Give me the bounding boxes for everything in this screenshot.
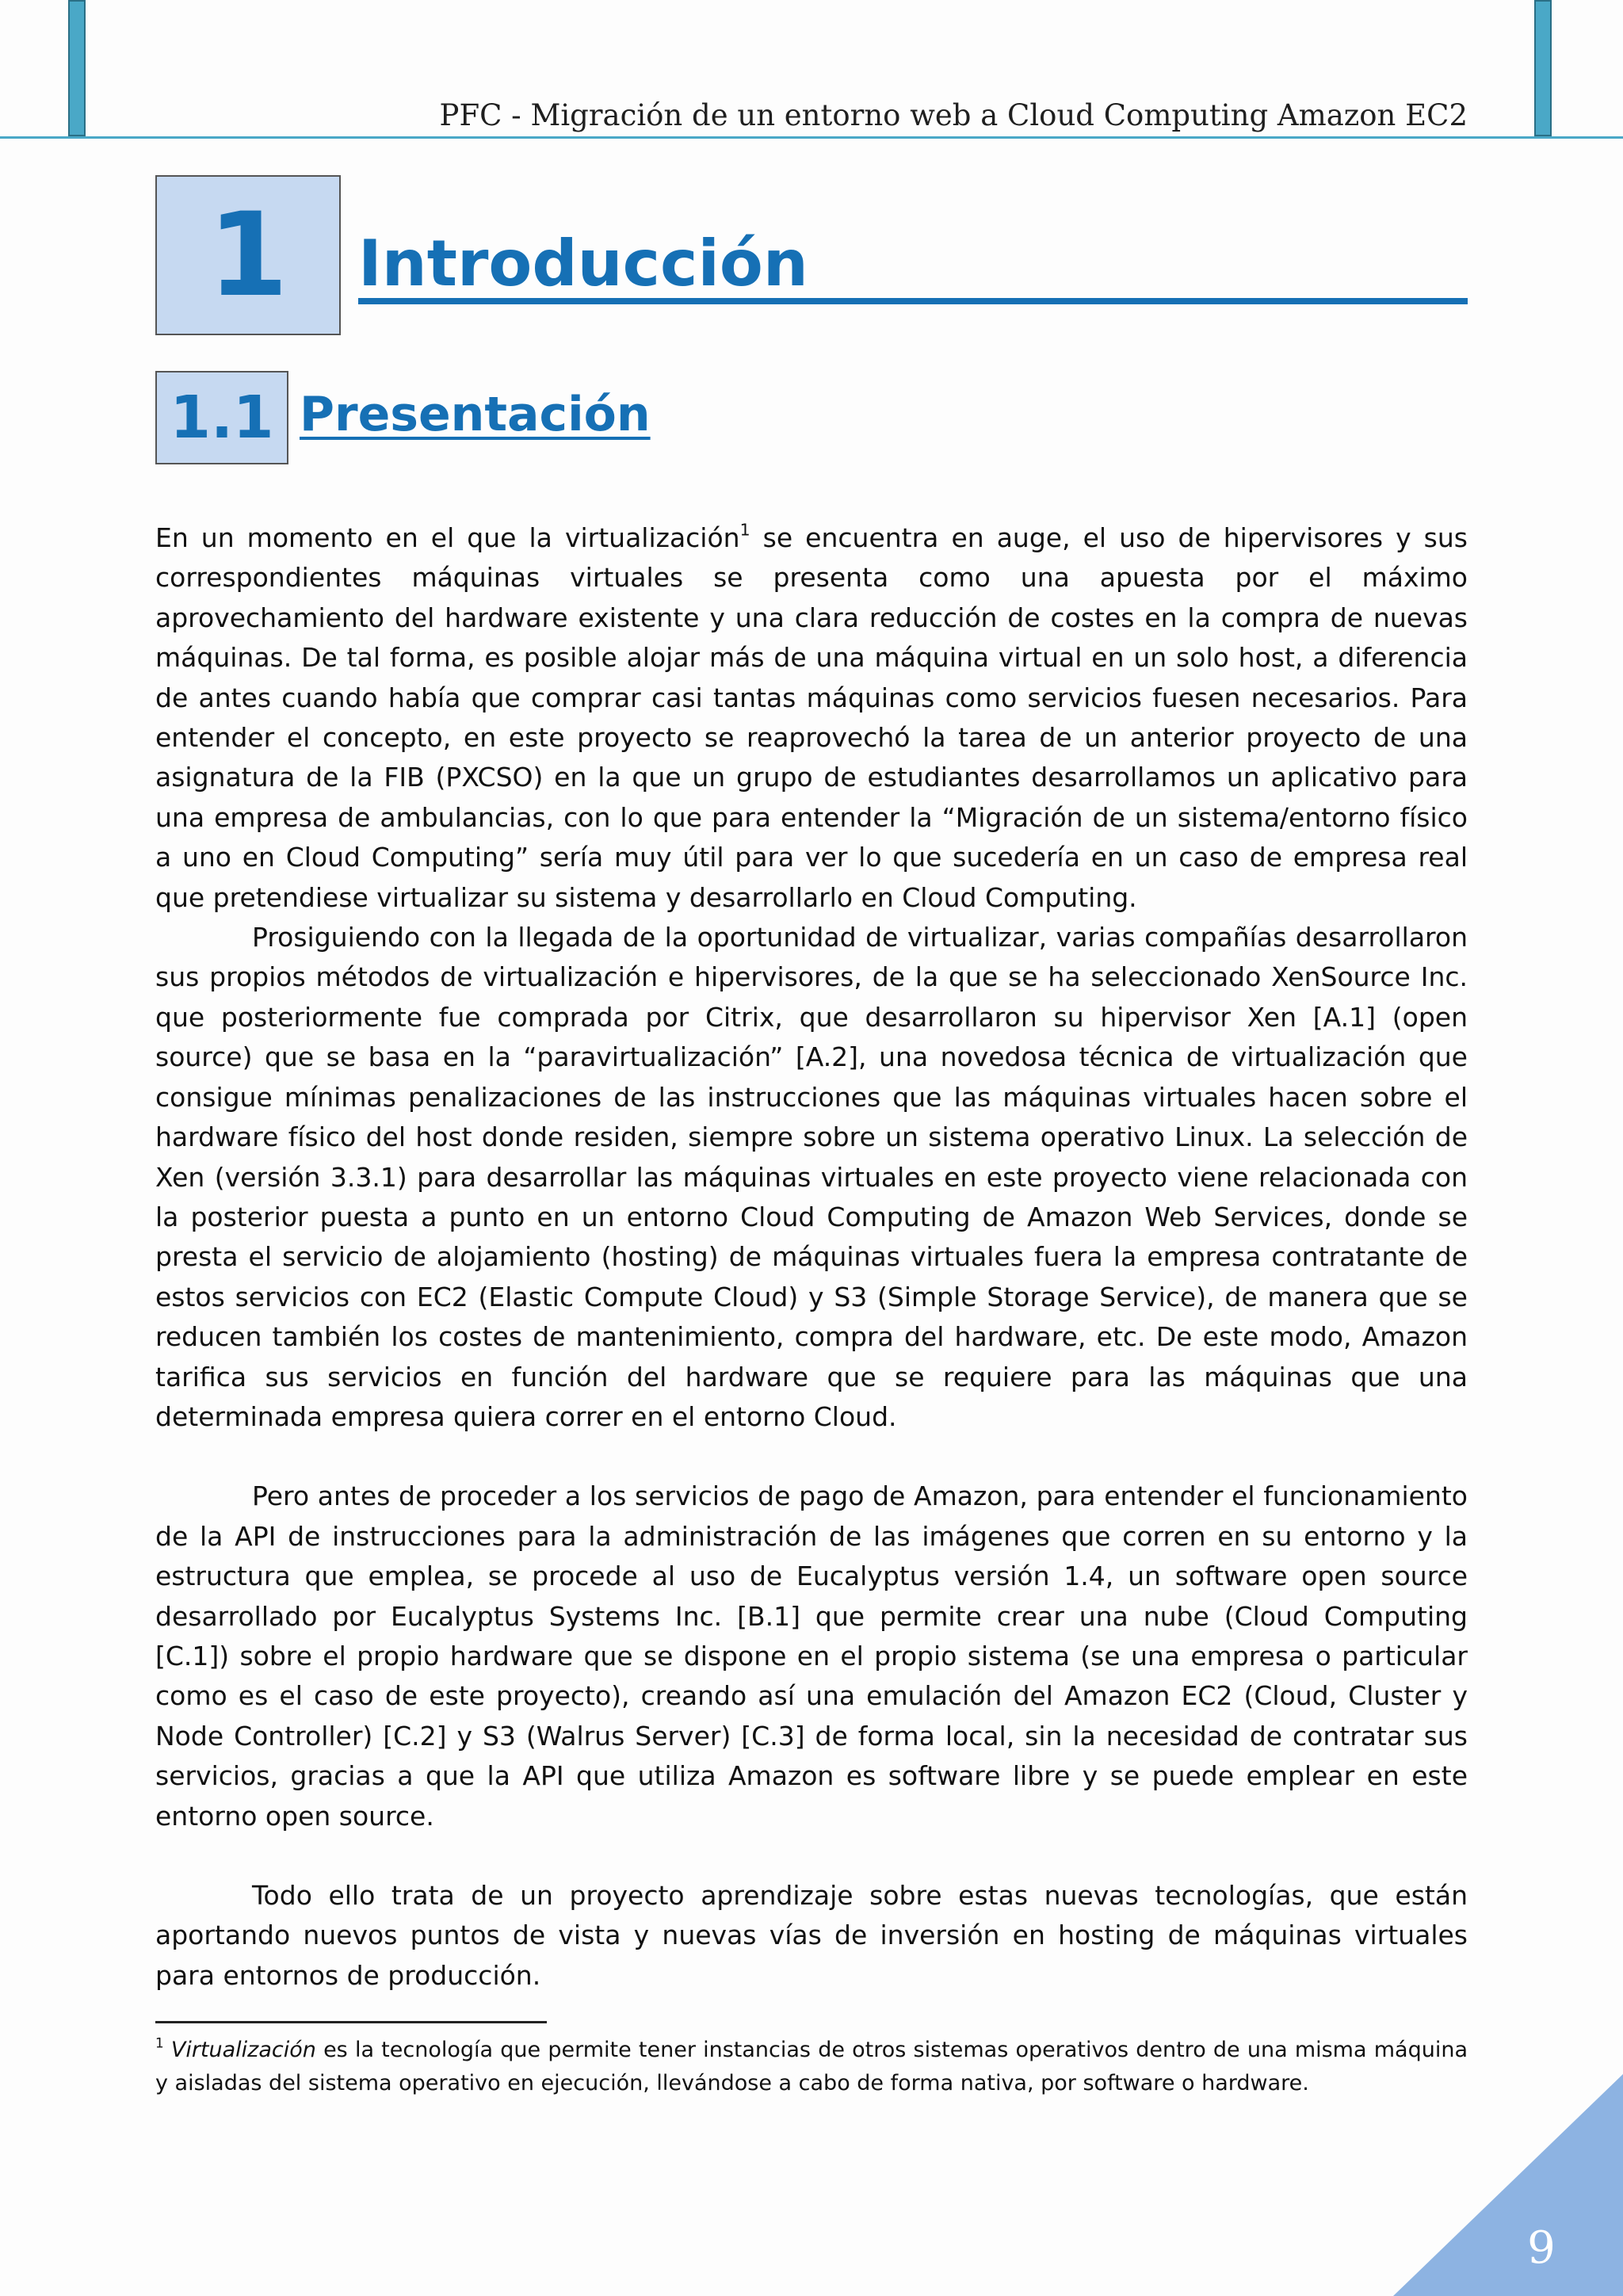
page-number: 9	[1527, 2222, 1556, 2274]
paragraph-3: Pero antes de proceder a los servicios de pago de Amazon, para entender el funcionamiento de la API de instrucciones para la administración de las imágenes que corren en su entorno y la estructura que emplea, se procede al uso de Eucalyptus versión 1.4, un software open source desarrollado por Eucalyptus Systems Inc. [B.1] que permite crear una nube (Cloud Computing [C.1]) sobre el propio hardware que se dispone en el propio sistema (se una empresa o particular como es el caso de este proyecto), creando así una emulación del Amazon EC2 (Cloud, Cluster y Node Controller) [C.2] y S3 (Walrus Server) [C.3] de forma local, sin la necesidad de contratar sus servicios, gracias a que la API que utiliza Amazon es software libre y se puede emplear en este entorno open source.	[155, 1480, 1468, 1832]
header-right-bar	[1534, 0, 1552, 136]
footnote-number: 1	[155, 2034, 164, 2051]
paragraph-4: Todo ello trata de un proyecto aprendizaje sobre estas nuevas tecnologías, que están aportando nuevos puntos de vista y nuevas vías de inversión en hosting de máquinas virtuales para entornos de producción.	[155, 1880, 1468, 1991]
paragraph-1-rest: se encuentra en auge, el uso de hipervisores y sus correspondientes máquinas virtuales se presenta como una apuesta por el máximo aprovechamiento del hardware existente y una clara reducción de costes en la compra de nuevas máquinas. De tal forma, es posible alojar más de una máquina virtual en un solo host, a diferencia de antes cuando había que comprar casi tantas máquinas como servicios fuesen necesarios. Para entender el concepto, en este proyecto se reaprovechó la tarea de un anterior proyecto de una asignatura de la FIB (PXCSO) en la que un grupo de estudiantes desarrollamos un aplicativo para una empresa de ambulancias, con lo que para entender la “Migración de un sistema/entorno físico a uno en Cloud Computing” sería muy útil para ver lo que sucedería en un caso de empresa real que pretendiese virtualizar su sistema y desarrollarlo en Cloud Computing.	[155, 522, 1468, 913]
footnote-reference[interactable]: 1	[739, 520, 750, 540]
paragraph-2: Prosiguiendo con la llegada de la oportunidad de virtualizar, varias compañías desarrollaron sus propios métodos de virtualización e hipervisores, de la que se ha seleccionado XenSource Inc. que posteriormente fue comprada por Citrix, que desarrollaron su hipervisor Xen [A.1] (open source) que se basa en la “paravirtualización” [A.2], una novedosa técnica de virtualización que consigue mínimas penalizaciones de las instrucciones que las máquinas virtuales hacen sobre el hardware físico del host donde residen, siempre sobre un sistema operativo Linux. La selección de Xen (versión 3.3.1) para desarrollar las máquinas virtuales en este proyecto viene relacionada con la posterior puesta a punto en un entorno Cloud Computing de Amazon Web Services, donde se presta el servicio de alojamiento (hosting) de máquinas virtuales fuera la empresa contratante de estos servicios con EC2 (Elastic Compute Cloud) y S3 (Simple Storage Service), de manera que se reducen también los costes de mantenimiento, compra del hardware, etc. De este modo, Amazon tarifica sus servicios en función del hardware que se requiere para las máquinas que una determinada empresa quiera correr en el entorno Cloud.	[155, 922, 1468, 1432]
footnote-separator	[155, 2021, 547, 2023]
footnote-text: es la tecnología que permite tener instancias de otros sistemas operativos dentro de una misma máquina y aisladas del sistema operativo en ejecución, llevándose a cabo de forma nativa, por software o hardware.	[155, 2038, 1468, 2095]
header-rule	[0, 136, 1623, 139]
paragraph-1	[155, 518, 1468, 918]
paragraph-1-start: En un momento en el que la virtualización	[155, 522, 740, 553]
section-number-box	[155, 371, 288, 464]
running-header-title: PFC - Migración de un entorno web a Cloud Computing Amazon EC2	[439, 98, 1468, 132]
body-text	[155, 518, 1468, 1996]
section-title: Presentación	[300, 387, 651, 442]
section-number: 1.1	[170, 384, 274, 452]
header-left-bar	[68, 0, 86, 136]
chapter-number: 1	[208, 188, 288, 323]
footnote	[155, 2034, 1468, 2100]
chapter-number-box	[155, 175, 341, 335]
footnote-term: Virtualización	[170, 2038, 316, 2062]
chapter-title: Introducción	[358, 230, 1468, 304]
